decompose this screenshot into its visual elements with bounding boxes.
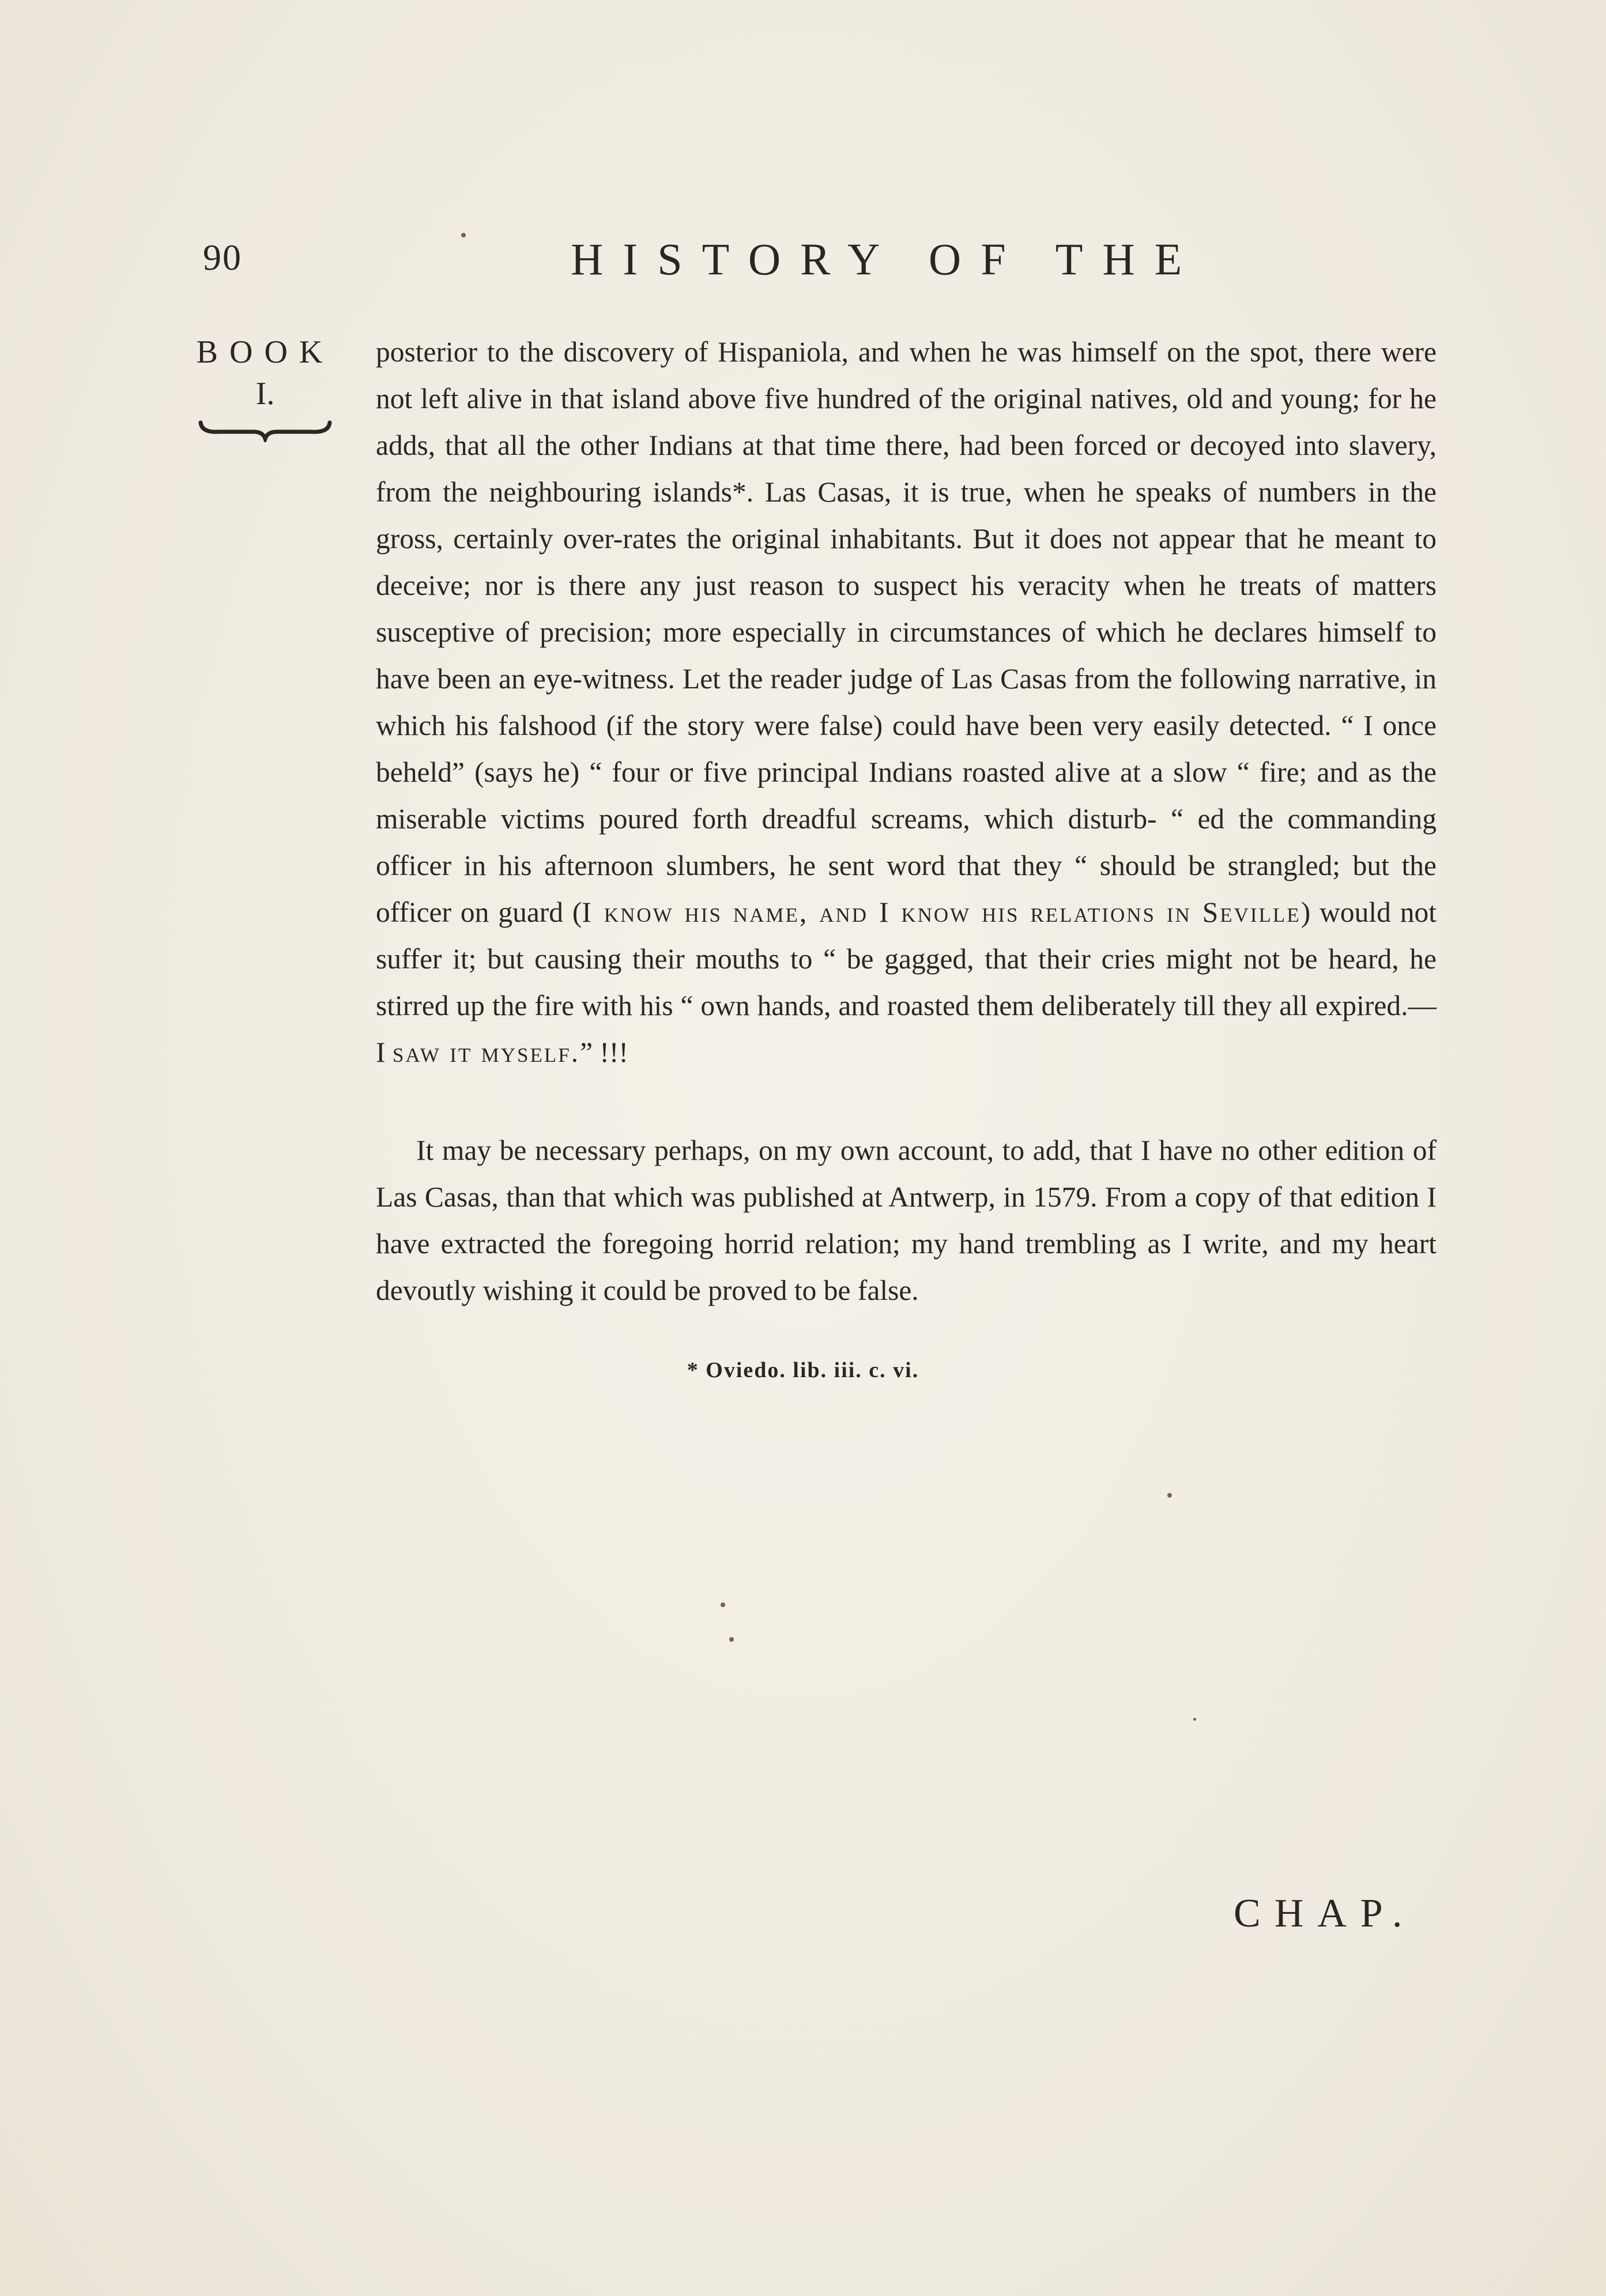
margin-note — [190, 331, 340, 442]
running-head: HISTORY OF THE — [571, 234, 1202, 284]
second-paragraph: It may be necessary perhaps, on my own account, to add, that I have no other edition of Las Casas, than that which was published at Antwerp, in 1579. From a copy of that edition I have extracted the foregoing horrid relation; my hand trembling as I write, and my heart devoutly wishing it could be proved to be false. — [376, 1134, 1437, 1306]
paragraph-text: posterior to the discovery of Hispaniola, and when he was himself on the spot, there were not left alive in that island above five hundred of the original natives, old and young; for he adds, that all the other Indians at that time there, had been forced or decoyed into slavery, from the neighbouring islands*. Las Casas, it is true, when he speaks of numbers in the gross, certainly over-rates the original inhabitants. But it does not appear that he meant to deceive; nor is there any just reason to suspect his veracity when he treats of matters susceptive of precision; more especially in circumstances of which he declares himself to have been an eye-witness. Let the reader judge of Las Casas from the following narrative, in which his falshood (if the story were false) could have been very easily detected. “ I once beheld” (says he) “ four or five principal Indians roasted alive at a slow “ fire; and as the miserable victims poured forth dreadful screams, which disturb- “ ed the commanding officer in his afternoon slumbers, he sent word that they “ should be strangled; but the officer on guard ( — [376, 336, 1437, 928]
paper-speck — [461, 233, 466, 237]
paragraph-text: ” !!! — [580, 1036, 628, 1068]
catchword: CHAP. — [1234, 1891, 1416, 1936]
page-number: 90 — [203, 237, 242, 278]
paragraph-text: ) would not suffer it; but causing their mouths to “ be gagged, that their cries might not be heard, he stirred up the fire with his “ own hands, and roasted them deliberately till they all expired.—I — [376, 896, 1437, 1068]
small-caps-text: I know his name, and I know his relations in Seville — [582, 896, 1301, 928]
footnote: * Oviedo. lib. iii. c. vi. — [687, 1358, 919, 1382]
main-paragraph — [376, 329, 1437, 1076]
paper-speck — [1167, 1493, 1172, 1498]
paper-speck — [1193, 1718, 1196, 1721]
margin-book-number: I. — [255, 376, 275, 412]
paper-speck — [729, 1637, 734, 1642]
brace-ornament-icon — [196, 419, 334, 442]
paper-speck — [721, 1603, 725, 1607]
margin-book-label: BOOK — [196, 334, 334, 370]
small-caps-text: saw it myself. — [392, 1036, 580, 1068]
